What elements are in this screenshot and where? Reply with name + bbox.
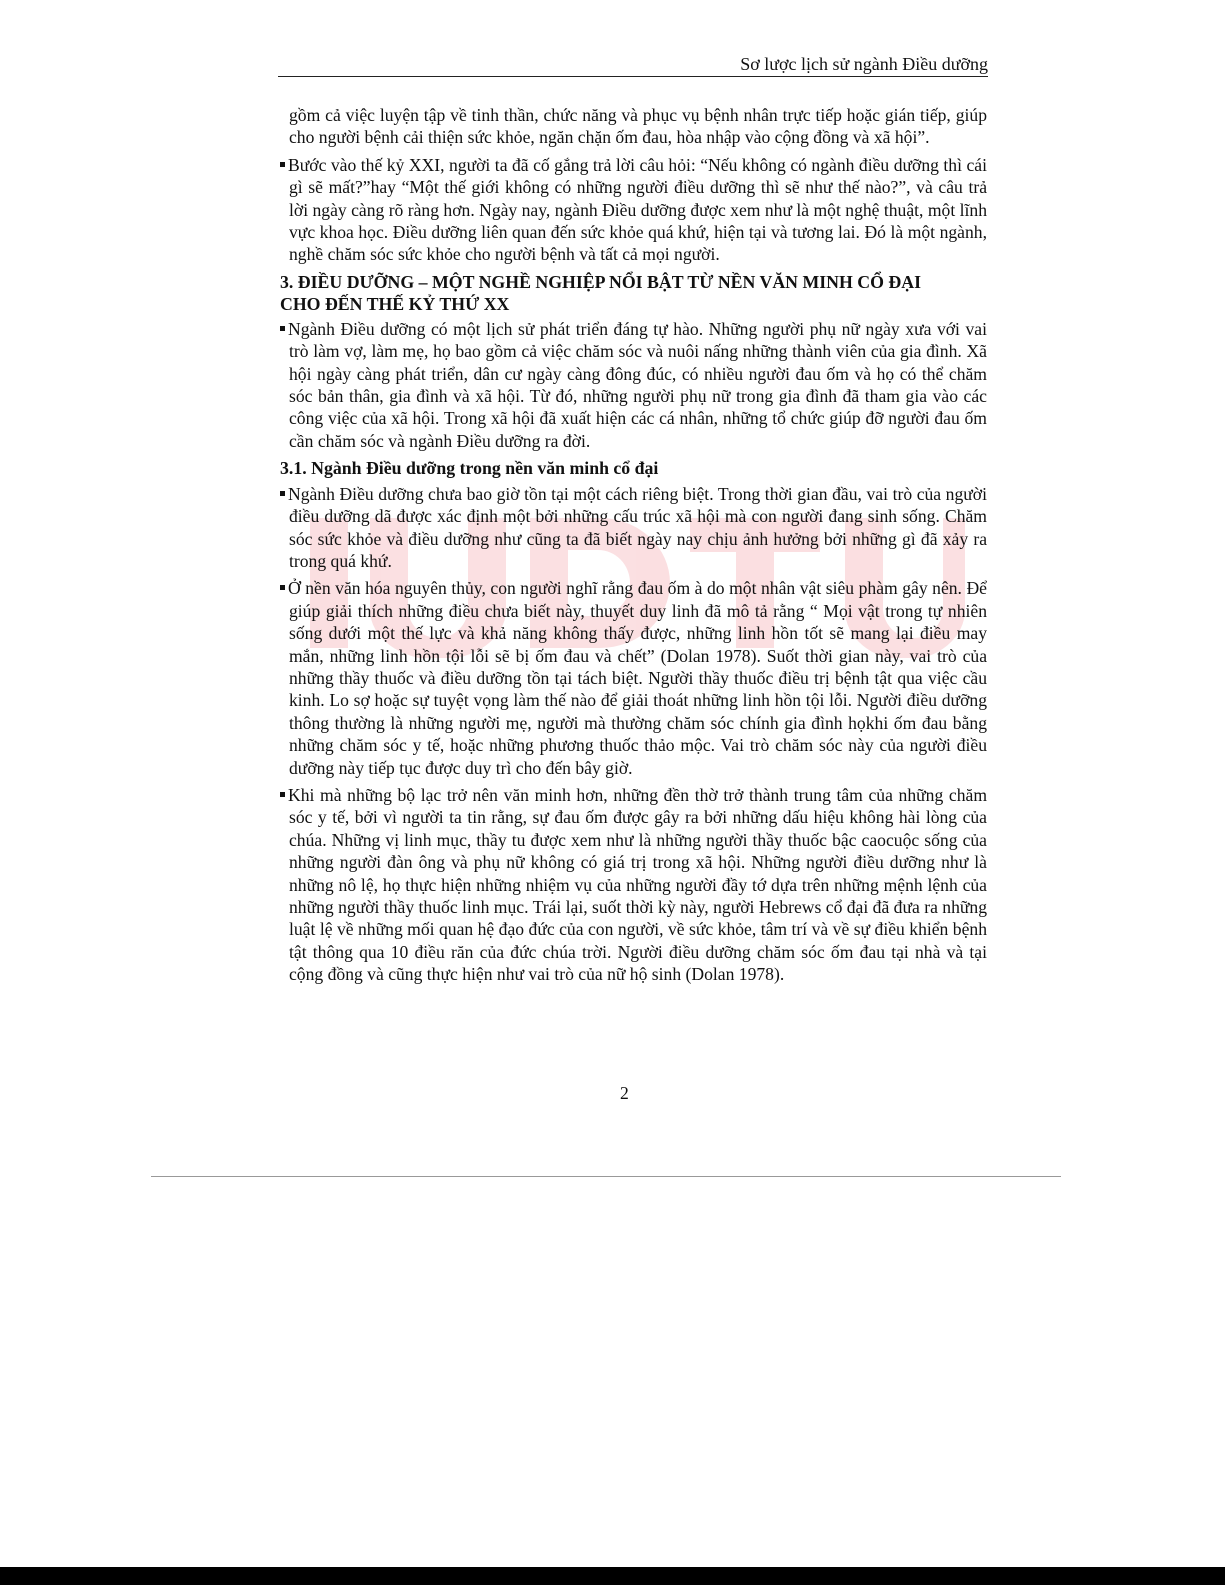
subsection-heading: 3.1. Ngành Điều dưỡng trong nền văn minh cổ đại (280, 458, 659, 479)
paragraph-continued: gồm cả việc luyện tập về tinh thần, chức năng và phục vụ bệnh nhân trực tiếp hoặc gián tiếp, giúp cho người bệnh cải thiện sức khỏe, ngăn chặn ốm đau, hòa nhập vào cộng đồng và xã hội”. (289, 105, 987, 148)
bullet-icon (280, 326, 285, 331)
bullet-paragraph (280, 483, 987, 573)
header-divider (278, 76, 988, 77)
paragraph-text: Ở nền văn hóa nguyên thủy, con người nghĩ rằng đau ốm à do một nhân vật siêu phàm gây nên. Để giúp giải thích những điều chưa biết này, thuyết duy linh đã mô tả rằng “ Mọi vật trong tự nhiên sống dưới một thế lực và khả năng không thấy được, những linh hồn tốt sẽ mang lại điều may mắn, những linh hồn tội lỗi sẽ bị ốm đau và chết” (Dolan 1978). Suốt thời gian này, vai trò của những thầy thuốc và điều dưỡng tồn tại tách biệt. Người thầy thuốc điều trị bệnh tật qua việc cầu kinh. Lo sợ hoặc sự tuyệt vọng làm thế nào để giải thoát những linh hồn tội lỗi. Người điều dưỡng thông thường là những người mẹ, người mà thường chăm sóc chính gia đình họkhi ốm đau bằng những chăm sóc y tế, hoặc những phương thuốc thảo mộc. Vai trò chăm sóc này của người điều dưỡng này tiếp tục được duy trì cho đến bây giờ. (288, 578, 987, 778)
document-body (280, 104, 987, 991)
paragraph-text: Bước vào thế kỷ XXI, người ta đã cố gắng trả lời câu hỏi: “Nếu không có ngành điều dưỡng thì cái gì sẽ mất?”hay “Một thế giới không có những người điều dưỡng thì sẽ như thế nào?”, và câu trả lời ngày càng rõ ràng hơn. Ngày nay, ngành Điều dưỡng được xem như là một nghệ thuật, một lĩnh vực khoa học. Điều dưỡng liên quan đến sức khỏe quá khứ, hiện tại và tương lai. Đó là một ngành, nghề chăm sóc sức khỏe cho người bệnh và tất cả mọi người. (288, 154, 987, 265)
paragraph-text: Ngành Điều dưỡng chưa bao giờ tồn tại một cách riêng biệt. Trong thời gian đầu, vai trò của người điều dưỡng dã được xác định một bởi những cấu trúc xã hội mà con người đang sinh sống. Chăm sóc sức khỏe và điều dưỡng như cũng ta đã biết ngày nay chịu ảnh hưởng bởi những gì đã xảy ra trong quá khứ. (288, 483, 987, 571)
bullet-icon (280, 162, 285, 167)
page-bottom-divider (151, 1176, 1061, 1177)
running-header: Sơ lược lịch sử ngành Điều dưỡng (740, 54, 988, 74)
paragraph-text: Khi mà những bộ lạc trở nên văn minh hơn, những đền thờ trở thành trung tâm của những chăm sóc y tế, bởi vì người ta tin rằng, sự đau ốm được gây ra bởi những dấu hiệu không hài lòng của chúa. Những vị linh mục, thầy tu được xem như là những người thầy thuốc bậc caocuộc sống của những người đàn ông và phụ nữ không có giá trị trong xã hội. Những người điều dưỡng như là những nô lệ, họ thực hiện những nhiệm vụ của những người đầy tớ dựa trên những mệnh lệnh của những người thầy thuốc linh mục. Trái lại, suốt thời kỳ này, người Hebrews cổ đại đã đưa ra những luật lệ về những mối quan hệ đạo đức của con người, về sức khỏe, tâm trí và về sự điều khiển bệnh tật thông qua 10 điều răn của đức chúa trời. Người điều dưỡng chăm sóc ốm đau tại nhà và tại cộng đồng và cũng thực hiện như vai trò của nữ hộ sinh (Dolan 1978). (288, 784, 987, 985)
paragraph-text: Ngành Điều dưỡng có một lịch sử phát triển đáng tự hào. Những người phụ nữ ngày xưa với vai trò làm vợ, làm mẹ, họ bao gồm cả việc chăm sóc và nuôi nấng những thành viên của gia đình. Xã hội ngày càng phát triển, dân cư ngày càng đông đúc, có nhiều người đau ốm và họ có thể chăm sóc bản thân, gia đình và xã hội. Từ đó, những người phụ nữ trong gia đình đã tham gia vào các công việc của xã hội. Trong xã hội đã xuất hiện các cá nhân, những tổ chức giúp đỡ người đau ốm cần chăm sóc và ngành Điều dưỡng ra đời. (288, 318, 987, 451)
section-heading: 3. ĐIỀU DƯỠNG – MỘT NGHỀ NGHIỆP NỔI BẬT TỪ NỀN VĂN MINH CỔ ĐẠI CHO ĐẾN THẾ KỶ THỨ XX (280, 271, 922, 314)
page-number: 2 (620, 1083, 629, 1103)
bullet-paragraph (280, 577, 987, 779)
bullet-icon (280, 491, 285, 496)
bullet-icon (280, 585, 285, 590)
bullet-paragraph (280, 154, 987, 266)
bullet-paragraph (280, 318, 987, 452)
bottom-border (0, 1567, 1225, 1585)
bullet-icon (280, 792, 285, 797)
bullet-paragraph (280, 784, 987, 986)
